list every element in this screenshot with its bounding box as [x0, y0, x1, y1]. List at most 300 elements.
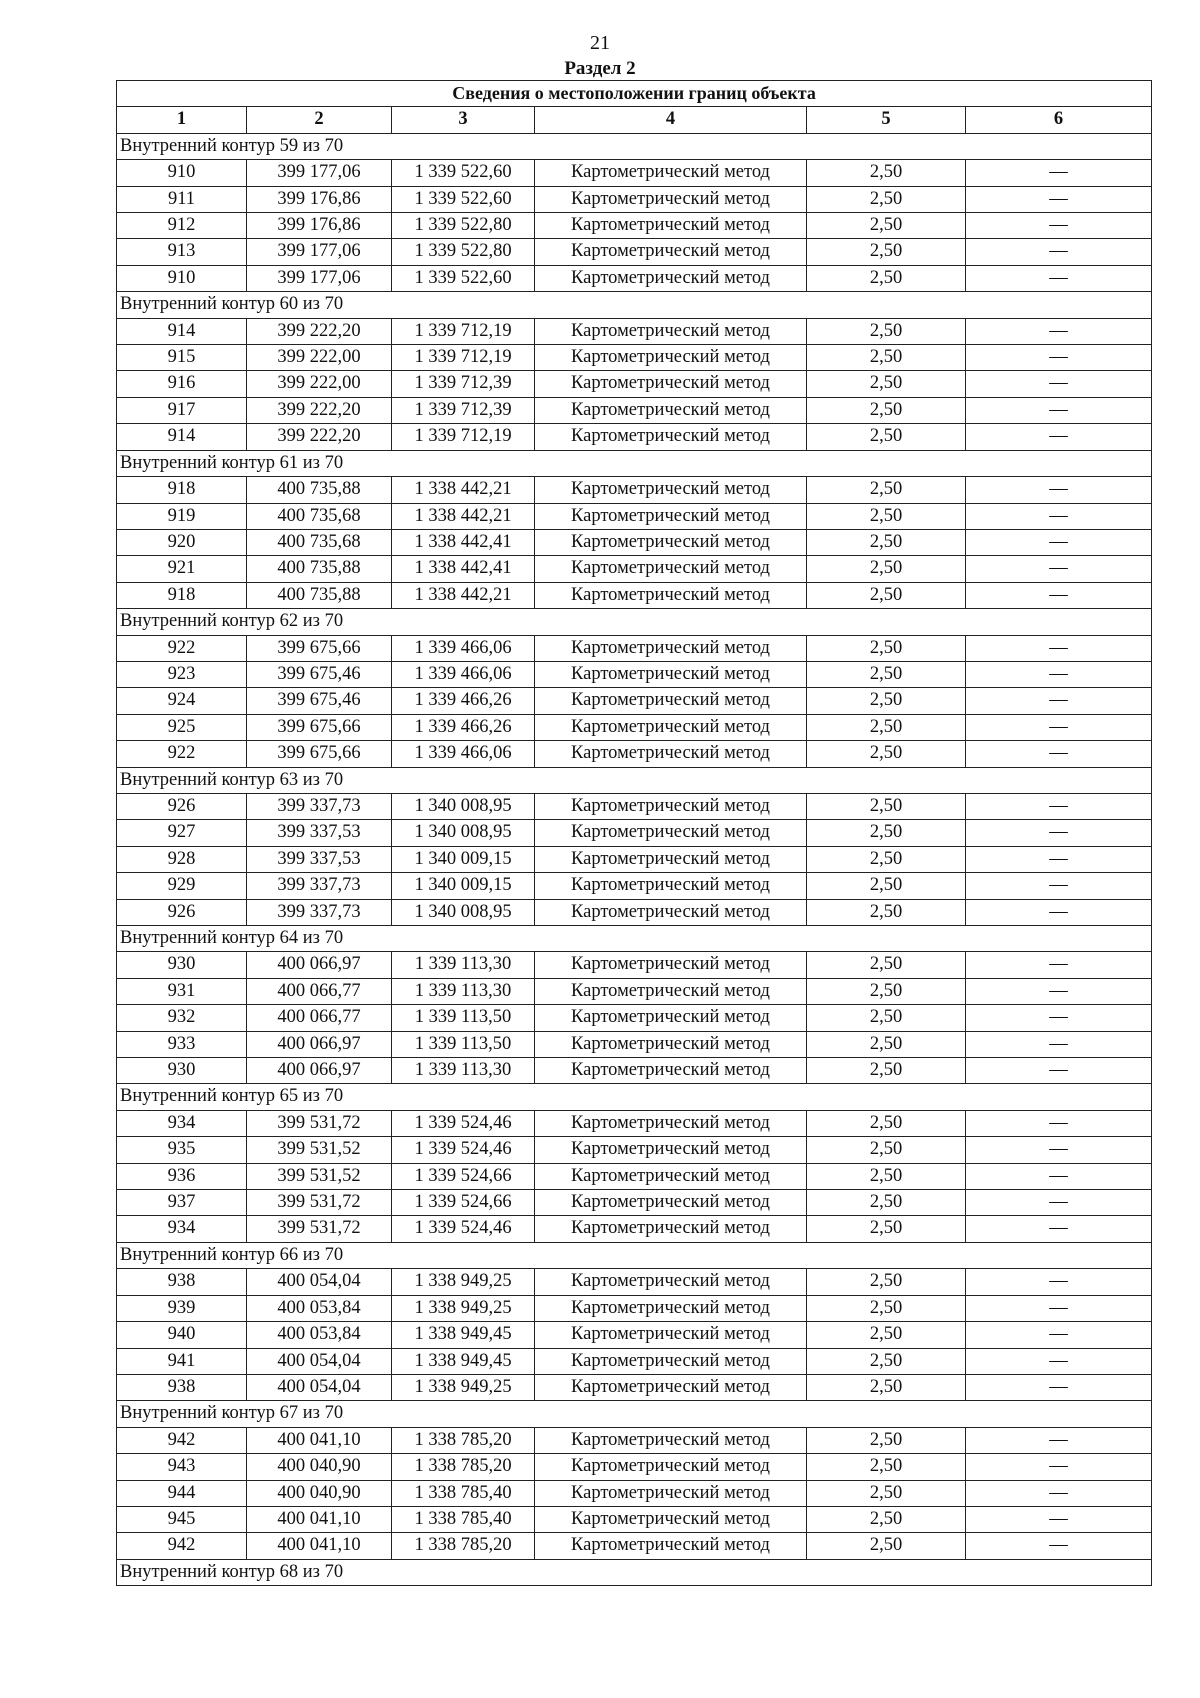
method-cell: Картометрический метод [535, 503, 807, 529]
method-cell: Картометрический метод [535, 714, 807, 740]
coordinate-y-cell: 1 338 442,41 [392, 529, 535, 555]
point-number-cell: 916 [117, 371, 247, 397]
coordinate-y-cell: 1 338 949,25 [392, 1295, 535, 1321]
accuracy-cell: 2,50 [807, 846, 966, 872]
table-row [117, 160, 1152, 186]
point-number-cell: 922 [117, 635, 247, 661]
table-row [117, 1110, 1152, 1136]
contour-label: Внутренний контур 65 из 70 [117, 1084, 1152, 1110]
coordinate-y-cell: 1 339 522,80 [392, 239, 535, 265]
coordinate-x-cell: 399 531,52 [247, 1137, 392, 1163]
column-number: 1 [117, 107, 247, 133]
column-number: 3 [392, 107, 535, 133]
description-cell: — [966, 846, 1152, 872]
contour-label: Внутренний контур 67 из 70 [117, 1401, 1152, 1427]
point-number-cell: 943 [117, 1454, 247, 1480]
description-cell: — [966, 582, 1152, 608]
contour-header-row [117, 767, 1152, 793]
coordinate-x-cell: 399 177,06 [247, 239, 392, 265]
coordinate-y-cell: 1 338 442,21 [392, 503, 535, 529]
method-cell: Картометрический метод [535, 397, 807, 423]
coordinate-y-cell: 1 338 785,40 [392, 1480, 535, 1506]
method-cell: Картометрический метод [535, 265, 807, 291]
accuracy-cell: 2,50 [807, 741, 966, 767]
description-cell: — [966, 635, 1152, 661]
description-cell: — [966, 978, 1152, 1004]
accuracy-cell: 2,50 [807, 1058, 966, 1084]
coordinate-x-cell: 400 054,04 [247, 1269, 392, 1295]
accuracy-cell: 2,50 [807, 1295, 966, 1321]
contour-label: Внутренний контур 61 из 70 [117, 450, 1152, 476]
coordinate-x-cell: 400 066,77 [247, 978, 392, 1004]
coordinate-x-cell: 400 066,77 [247, 1005, 392, 1031]
table-row [117, 1137, 1152, 1163]
table-row [117, 741, 1152, 767]
method-cell: Картометрический метод [535, 1031, 807, 1057]
point-number-cell: 940 [117, 1322, 247, 1348]
table-row [117, 1322, 1152, 1348]
accuracy-cell: 2,50 [807, 265, 966, 291]
point-number-cell: 913 [117, 239, 247, 265]
coordinate-x-cell: 400 054,04 [247, 1348, 392, 1374]
table-row [117, 873, 1152, 899]
accuracy-cell: 2,50 [807, 635, 966, 661]
table-row [117, 1348, 1152, 1374]
accuracy-cell: 2,50 [807, 1348, 966, 1374]
coordinate-y-cell: 1 339 712,39 [392, 371, 535, 397]
method-cell: Картометрический метод [535, 424, 807, 450]
table-row [117, 582, 1152, 608]
coordinate-x-cell: 400 053,84 [247, 1295, 392, 1321]
method-cell: Картометрический метод [535, 1163, 807, 1189]
point-number-cell: 937 [117, 1190, 247, 1216]
accuracy-cell: 2,50 [807, 1005, 966, 1031]
method-cell: Картометрический метод [535, 529, 807, 555]
coordinate-y-cell: 1 340 008,95 [392, 793, 535, 819]
coordinate-y-cell: 1 339 524,66 [392, 1163, 535, 1189]
coordinate-x-cell: 399 531,52 [247, 1163, 392, 1189]
accuracy-cell: 2,50 [807, 688, 966, 714]
table-row [117, 186, 1152, 212]
coordinate-x-cell: 399 675,66 [247, 714, 392, 740]
description-cell: — [966, 741, 1152, 767]
point-number-cell: 929 [117, 873, 247, 899]
description-cell: — [966, 503, 1152, 529]
contour-label: Внутренний контур 62 из 70 [117, 609, 1152, 635]
point-number-cell: 914 [117, 318, 247, 344]
contour-label: Внутренний контур 60 из 70 [117, 292, 1152, 318]
coordinate-y-cell: 1 339 524,46 [392, 1110, 535, 1136]
accuracy-cell: 2,50 [807, 239, 966, 265]
description-cell: — [966, 820, 1152, 846]
table-row [117, 1190, 1152, 1216]
table-row [117, 345, 1152, 371]
description-cell: — [966, 1506, 1152, 1532]
method-cell: Картометрический метод [535, 688, 807, 714]
method-cell: Картометрический метод [535, 1533, 807, 1559]
accuracy-cell: 2,50 [807, 952, 966, 978]
coordinate-x-cell: 399 222,20 [247, 424, 392, 450]
description-cell: — [966, 345, 1152, 371]
table-row [117, 688, 1152, 714]
table-row [117, 1480, 1152, 1506]
coordinate-y-cell: 1 339 712,39 [392, 397, 535, 423]
method-cell: Картометрический метод [535, 1269, 807, 1295]
column-number: 6 [966, 107, 1152, 133]
coordinate-x-cell: 399 675,66 [247, 635, 392, 661]
description-cell: — [966, 1427, 1152, 1453]
coordinate-x-cell: 399 675,66 [247, 741, 392, 767]
table-row [117, 1031, 1152, 1057]
table-row [117, 1427, 1152, 1453]
coordinate-x-cell: 399 337,53 [247, 846, 392, 872]
table-row [117, 1163, 1152, 1189]
table-row [117, 318, 1152, 344]
table-row [117, 1374, 1152, 1400]
method-cell: Картометрический метод [535, 1216, 807, 1242]
description-cell: — [966, 1480, 1152, 1506]
table-row [117, 529, 1152, 555]
coordinate-y-cell: 1 340 009,15 [392, 846, 535, 872]
table-caption-row [117, 81, 1152, 107]
description-cell: — [966, 1137, 1152, 1163]
contour-header-row [117, 292, 1152, 318]
coordinate-x-cell: 400 066,97 [247, 1058, 392, 1084]
description-cell: — [966, 160, 1152, 186]
method-cell: Картометрический метод [535, 661, 807, 687]
table-row [117, 556, 1152, 582]
method-cell: Картометрический метод [535, 1190, 807, 1216]
coordinate-y-cell: 1 338 949,45 [392, 1322, 535, 1348]
point-number-cell: 915 [117, 345, 247, 371]
coordinate-x-cell: 400 735,68 [247, 529, 392, 555]
accuracy-cell: 2,50 [807, 345, 966, 371]
coordinate-y-cell: 1 339 712,19 [392, 424, 535, 450]
coordinate-x-cell: 400 054,04 [247, 1374, 392, 1400]
method-cell: Картометрический метод [535, 1506, 807, 1532]
point-number-cell: 928 [117, 846, 247, 872]
coordinate-y-cell: 1 338 949,45 [392, 1348, 535, 1374]
boundary-table [116, 80, 1152, 1586]
coordinate-x-cell: 399 531,72 [247, 1110, 392, 1136]
method-cell: Картометрический метод [535, 477, 807, 503]
point-number-cell: 941 [117, 1348, 247, 1374]
method-cell: Картометрический метод [535, 978, 807, 1004]
point-number-cell: 934 [117, 1216, 247, 1242]
point-number-cell: 938 [117, 1374, 247, 1400]
method-cell: Картометрический метод [535, 1295, 807, 1321]
coordinate-y-cell: 1 340 008,95 [392, 820, 535, 846]
point-number-cell: 926 [117, 899, 247, 925]
method-cell: Картометрический метод [535, 1137, 807, 1163]
coordinate-x-cell: 400 066,97 [247, 1031, 392, 1057]
description-cell: — [966, 661, 1152, 687]
point-number-cell: 910 [117, 160, 247, 186]
description-cell: — [966, 873, 1152, 899]
table-row [117, 1269, 1152, 1295]
point-number-cell: 914 [117, 424, 247, 450]
accuracy-cell: 2,50 [807, 1110, 966, 1136]
table-row [117, 424, 1152, 450]
point-number-cell: 939 [117, 1295, 247, 1321]
coordinate-x-cell: 399 222,00 [247, 371, 392, 397]
coordinate-y-cell: 1 339 113,30 [392, 952, 535, 978]
method-cell: Картометрический метод [535, 186, 807, 212]
column-number: 4 [535, 107, 807, 133]
description-cell: — [966, 186, 1152, 212]
method-cell: Картометрический метод [535, 952, 807, 978]
coordinate-x-cell: 399 177,06 [247, 265, 392, 291]
method-cell: Картометрический метод [535, 793, 807, 819]
method-cell: Картометрический метод [535, 1322, 807, 1348]
table-row [117, 661, 1152, 687]
accuracy-cell: 2,50 [807, 1427, 966, 1453]
accuracy-cell: 2,50 [807, 1374, 966, 1400]
point-number-cell: 917 [117, 397, 247, 423]
accuracy-cell: 2,50 [807, 582, 966, 608]
accuracy-cell: 2,50 [807, 1322, 966, 1348]
contour-header-row [117, 1559, 1152, 1585]
point-number-cell: 945 [117, 1506, 247, 1532]
description-cell: — [966, 556, 1152, 582]
point-number-cell: 911 [117, 186, 247, 212]
point-number-cell: 942 [117, 1427, 247, 1453]
method-cell: Картометрический метод [535, 1110, 807, 1136]
coordinate-x-cell: 400 041,10 [247, 1427, 392, 1453]
point-number-cell: 935 [117, 1137, 247, 1163]
description-cell: — [966, 1269, 1152, 1295]
coordinate-x-cell: 399 337,73 [247, 793, 392, 819]
contour-header-row [117, 1084, 1152, 1110]
table-row [117, 1506, 1152, 1532]
point-number-cell: 926 [117, 793, 247, 819]
point-number-cell: 919 [117, 503, 247, 529]
coordinate-x-cell: 400 053,84 [247, 1322, 392, 1348]
coordinate-y-cell: 1 339 524,46 [392, 1216, 535, 1242]
point-number-cell: 923 [117, 661, 247, 687]
coordinate-y-cell: 1 338 949,25 [392, 1374, 535, 1400]
table-row [117, 978, 1152, 1004]
coordinate-x-cell: 399 177,06 [247, 160, 392, 186]
description-cell: — [966, 213, 1152, 239]
description-cell: — [966, 529, 1152, 555]
coordinate-y-cell: 1 339 712,19 [392, 345, 535, 371]
table-row [117, 397, 1152, 423]
point-number-cell: 930 [117, 1058, 247, 1084]
coordinate-x-cell: 399 675,46 [247, 661, 392, 687]
table-row [117, 213, 1152, 239]
coordinate-y-cell: 1 339 524,46 [392, 1137, 535, 1163]
description-cell: — [966, 477, 1152, 503]
description-cell: — [966, 1454, 1152, 1480]
coordinate-y-cell: 1 339 113,50 [392, 1031, 535, 1057]
coordinate-x-cell: 400 041,10 [247, 1533, 392, 1559]
accuracy-cell: 2,50 [807, 1163, 966, 1189]
coordinate-x-cell: 399 176,86 [247, 213, 392, 239]
table-caption: Сведения о местоположении границ объекта [117, 81, 1152, 107]
description-cell: — [966, 714, 1152, 740]
table-row [117, 1005, 1152, 1031]
table-row [117, 265, 1152, 291]
point-number-cell: 934 [117, 1110, 247, 1136]
method-cell: Картометрический метод [535, 1348, 807, 1374]
coordinate-x-cell: 399 337,73 [247, 899, 392, 925]
method-cell: Картометрический метод [535, 1480, 807, 1506]
accuracy-cell: 2,50 [807, 556, 966, 582]
coordinate-y-cell: 1 339 113,30 [392, 978, 535, 1004]
accuracy-cell: 2,50 [807, 1533, 966, 1559]
coordinate-y-cell: 1 339 113,30 [392, 1058, 535, 1084]
accuracy-cell: 2,50 [807, 978, 966, 1004]
coordinate-y-cell: 1 339 522,60 [392, 265, 535, 291]
table-row [117, 1454, 1152, 1480]
method-cell: Картометрический метод [535, 1454, 807, 1480]
contour-header-row [117, 609, 1152, 635]
coordinate-x-cell: 399 222,20 [247, 318, 392, 344]
table-row [117, 820, 1152, 846]
description-cell: — [966, 1190, 1152, 1216]
point-number-cell: 931 [117, 978, 247, 1004]
coordinate-y-cell: 1 339 466,06 [392, 635, 535, 661]
section-title: Раздел 2 [564, 58, 636, 79]
method-cell: Картометрический метод [535, 635, 807, 661]
table-row [117, 714, 1152, 740]
accuracy-cell: 2,50 [807, 318, 966, 344]
method-cell: Картометрический метод [535, 371, 807, 397]
column-number: 5 [807, 107, 966, 133]
method-cell: Картометрический метод [535, 345, 807, 371]
accuracy-cell: 2,50 [807, 1480, 966, 1506]
description-cell: — [966, 1058, 1152, 1084]
description-cell: — [966, 1348, 1152, 1374]
point-number-cell: 920 [117, 529, 247, 555]
column-number: 2 [247, 107, 392, 133]
coordinate-y-cell: 1 339 712,19 [392, 318, 535, 344]
accuracy-cell: 2,50 [807, 1269, 966, 1295]
coordinate-y-cell: 1 340 009,15 [392, 873, 535, 899]
coordinate-y-cell: 1 339 522,60 [392, 160, 535, 186]
table-row [117, 635, 1152, 661]
accuracy-cell: 2,50 [807, 899, 966, 925]
point-number-cell: 930 [117, 952, 247, 978]
accuracy-cell: 2,50 [807, 820, 966, 846]
table-row [117, 477, 1152, 503]
method-cell: Картометрический метод [535, 899, 807, 925]
point-number-cell: 938 [117, 1269, 247, 1295]
accuracy-cell: 2,50 [807, 371, 966, 397]
accuracy-cell: 2,50 [807, 397, 966, 423]
point-number-cell: 936 [117, 1163, 247, 1189]
method-cell: Картометрический метод [535, 556, 807, 582]
table-row [117, 1216, 1152, 1242]
point-number-cell: 912 [117, 213, 247, 239]
accuracy-cell: 2,50 [807, 661, 966, 687]
table-row [117, 1533, 1152, 1559]
method-cell: Картометрический метод [535, 160, 807, 186]
point-number-cell: 921 [117, 556, 247, 582]
coordinate-y-cell: 1 339 522,60 [392, 186, 535, 212]
coordinate-y-cell: 1 339 466,26 [392, 688, 535, 714]
method-cell: Картометрический метод [535, 820, 807, 846]
coordinate-x-cell: 399 675,46 [247, 688, 392, 714]
description-cell: — [966, 239, 1152, 265]
table-row [117, 503, 1152, 529]
coordinate-y-cell: 1 339 113,50 [392, 1005, 535, 1031]
description-cell: — [966, 371, 1152, 397]
accuracy-cell: 2,50 [807, 1190, 966, 1216]
coordinate-x-cell: 399 531,72 [247, 1216, 392, 1242]
coordinate-y-cell: 1 338 785,20 [392, 1454, 535, 1480]
description-cell: — [966, 899, 1152, 925]
coordinate-x-cell: 400 735,88 [247, 477, 392, 503]
point-number-cell: 918 [117, 477, 247, 503]
description-cell: — [966, 424, 1152, 450]
contour-header-row [117, 1401, 1152, 1427]
accuracy-cell: 2,50 [807, 1137, 966, 1163]
table-body [117, 133, 1152, 1585]
table-row [117, 1295, 1152, 1321]
method-cell: Картометрический метод [535, 1005, 807, 1031]
coordinate-x-cell: 400 735,68 [247, 503, 392, 529]
table-row [117, 1058, 1152, 1084]
description-cell: — [966, 1005, 1152, 1031]
description-cell: — [966, 1374, 1152, 1400]
description-cell: — [966, 318, 1152, 344]
accuracy-cell: 2,50 [807, 424, 966, 450]
accuracy-cell: 2,50 [807, 1454, 966, 1480]
coordinate-x-cell: 399 222,20 [247, 397, 392, 423]
coordinate-x-cell: 399 176,86 [247, 186, 392, 212]
column-number-row [117, 107, 1152, 133]
coordinate-x-cell: 399 337,73 [247, 873, 392, 899]
point-number-cell: 944 [117, 1480, 247, 1506]
point-number-cell: 932 [117, 1005, 247, 1031]
method-cell: Картометрический метод [535, 1374, 807, 1400]
method-cell: Картометрический метод [535, 582, 807, 608]
accuracy-cell: 2,50 [807, 873, 966, 899]
accuracy-cell: 2,50 [807, 477, 966, 503]
point-number-cell: 942 [117, 1533, 247, 1559]
method-cell: Картометрический метод [535, 741, 807, 767]
coordinate-x-cell: 400 066,97 [247, 952, 392, 978]
coordinate-y-cell: 1 339 522,80 [392, 213, 535, 239]
coordinate-y-cell: 1 339 466,06 [392, 741, 535, 767]
coordinate-x-cell: 399 222,00 [247, 345, 392, 371]
description-cell: — [966, 1216, 1152, 1242]
coordinate-y-cell: 1 339 524,66 [392, 1190, 535, 1216]
description-cell: — [966, 397, 1152, 423]
table-row [117, 846, 1152, 872]
point-number-cell: 927 [117, 820, 247, 846]
coordinate-y-cell: 1 338 949,25 [392, 1269, 535, 1295]
point-number-cell: 910 [117, 265, 247, 291]
coordinate-y-cell: 1 339 466,26 [392, 714, 535, 740]
point-number-cell: 924 [117, 688, 247, 714]
coordinate-x-cell: 400 735,88 [247, 582, 392, 608]
description-cell: — [966, 688, 1152, 714]
point-number-cell: 922 [117, 741, 247, 767]
point-number-cell: 918 [117, 582, 247, 608]
contour-header-row [117, 133, 1152, 159]
coordinate-y-cell: 1 338 785,20 [392, 1427, 535, 1453]
method-cell: Картометрический метод [535, 1427, 807, 1453]
coordinate-x-cell: 399 531,72 [247, 1190, 392, 1216]
description-cell: — [966, 1163, 1152, 1189]
coordinate-x-cell: 400 735,88 [247, 556, 392, 582]
accuracy-cell: 2,50 [807, 503, 966, 529]
table-row [117, 793, 1152, 819]
contour-label: Внутренний контур 59 из 70 [117, 133, 1152, 159]
